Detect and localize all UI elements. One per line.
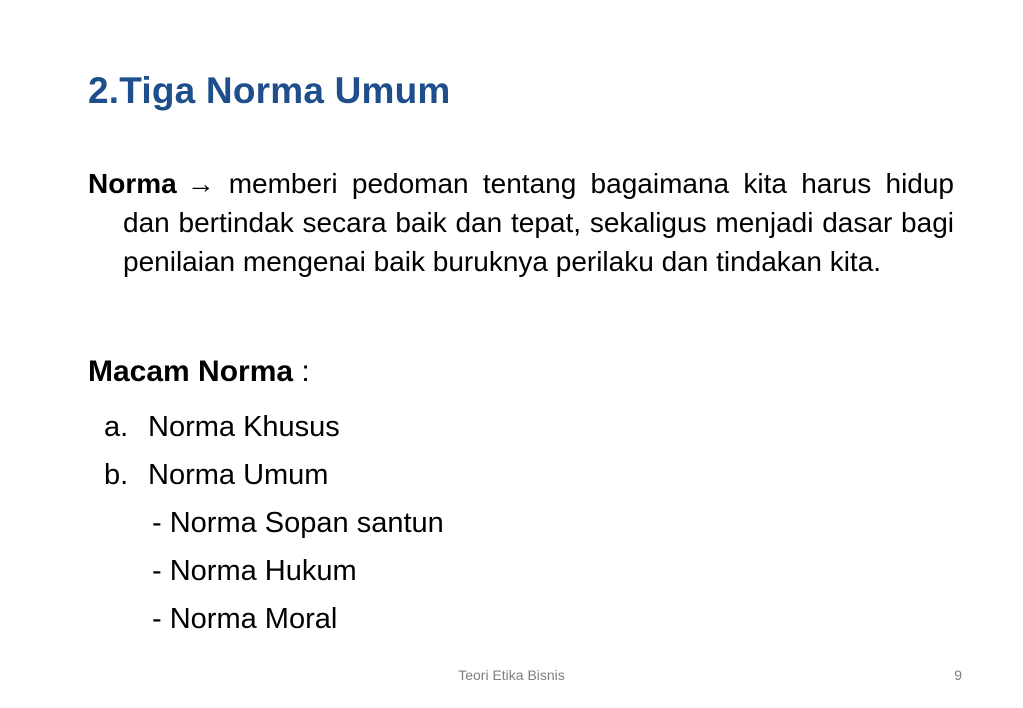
- sublist-item: - Norma Moral: [152, 603, 338, 635]
- list-marker: b.: [104, 459, 129, 491]
- types-heading-suffix: :: [293, 355, 310, 388]
- definition-text: memberi pedoman tentang bagaimana kita harus hidup dan bertindak secara baik dan tepat, sekaligus menjadi dasar bagi penilaian mengenai baik buruknya perilaku dan tindakan kita.: [123, 168, 954, 277]
- list-item: [104, 451, 340, 499]
- subtypes-list: [152, 499, 444, 643]
- footer-title: Teori Etika Bisnis: [458, 667, 565, 683]
- types-heading-label: Macam Norma: [88, 355, 294, 388]
- sublist-item: - Norma Hukum: [152, 555, 357, 587]
- arrow-right-icon: →: [186, 168, 215, 199]
- list-item-label: Norma Umum: [148, 459, 329, 491]
- sublist-item: - Norma Sopan santun: [152, 507, 444, 539]
- list-item-label: Norma Khusus: [148, 411, 340, 443]
- types-list: [104, 403, 340, 499]
- list-marker: a.: [104, 411, 129, 443]
- definition-paragraph: [88, 164, 954, 281]
- types-heading: [88, 355, 310, 389]
- list-item: [104, 403, 340, 451]
- slide-title: 2.Tiga Norma Umum: [88, 70, 451, 111]
- definition-term: Norma: [88, 168, 177, 199]
- page-number: 9: [954, 667, 962, 683]
